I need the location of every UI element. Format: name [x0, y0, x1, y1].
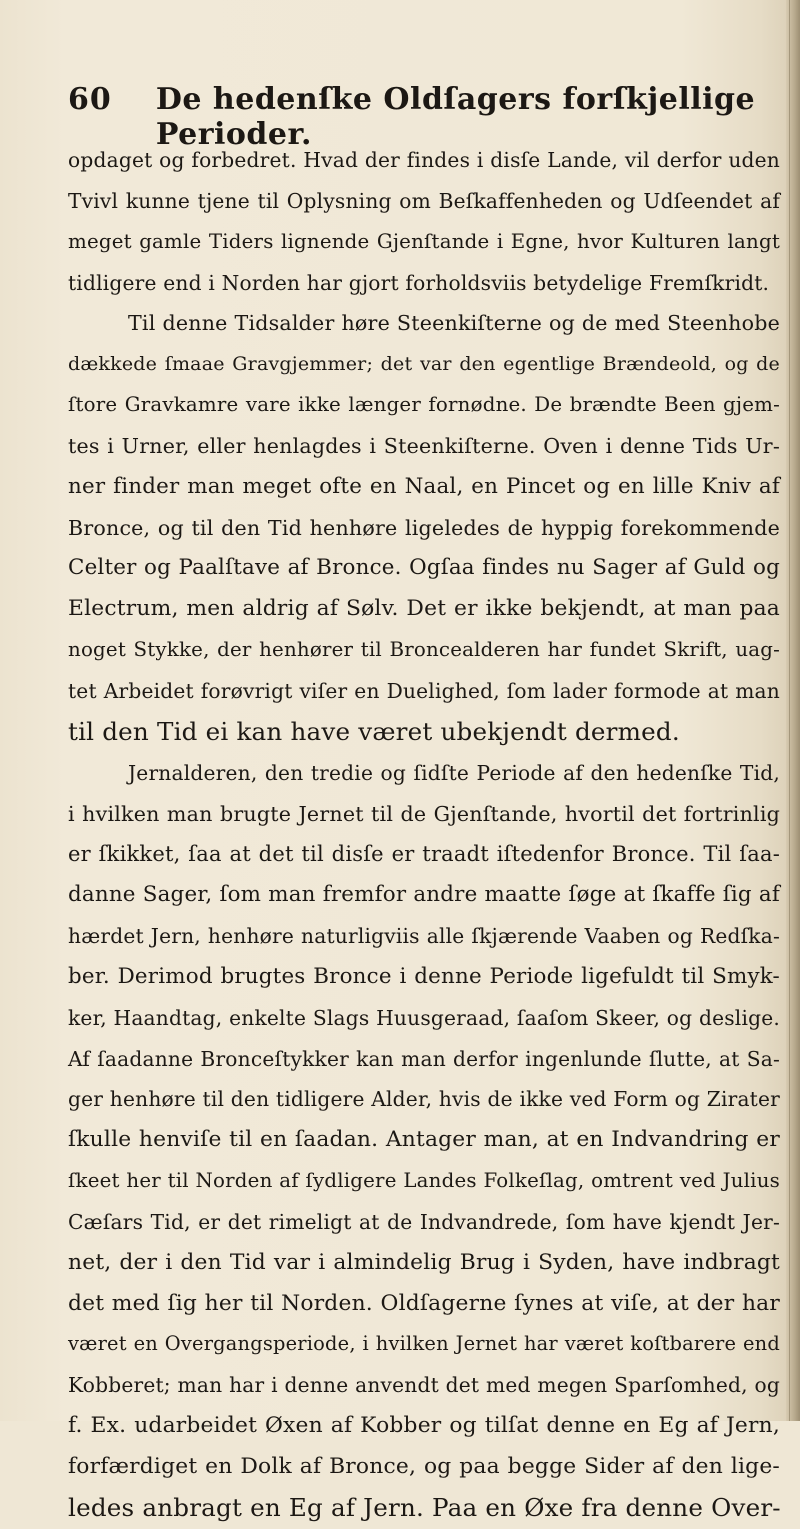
text-line: danne Sager, ſom man fremfor andre maatte ſøge at ſkaffe ſig af [68, 882, 780, 908]
text-line: Cæſars Tid, er det rimeligt at de Indvandrede, ſom have kjendt Jer- [68, 1209, 780, 1234]
text-line: det med ſig her til Norden. Oldſagerne ſynes at viſe, at der har [68, 1290, 780, 1316]
text-line: ger henhøre til den tidligere Alder, hvis de ikke ved Form og Zirater [68, 1087, 780, 1112]
text-line: ner finder man meget ofte en Naal, en Pincet og en lille Kniv af [68, 473, 780, 499]
text-line: Celter og Paalſtave af Bronce. Ogſaa findes nu Sager af Guld og [68, 555, 780, 581]
text-line: tet Arbeidet forøvrigt viſer en Duelighed, ſom lader formode at man [68, 678, 780, 703]
text-line: Jernalderen, den tredie og ſidſte Periode af den hedenſke Tid, [128, 760, 780, 785]
text-line: tes i Urner, eller henlagdes i Steenkiſterne. Oven i denne Tids Ur- [68, 433, 780, 458]
text-line: Til denne Tidsalder høre Steenkiſterne og de med Steenhobe [128, 311, 780, 336]
text-line: Tvivl kunne tjene til Oplysning om Beſkaffenheden og Udſeendet af [68, 188, 780, 213]
page-header [68, 82, 768, 152]
page-number: 60 [68, 82, 112, 117]
text-line: til den Tid ei kan have været ubekjendt dermed. [68, 716, 680, 746]
text-line: f. Ex. udarbeidet Øxen af Kobber og tilſat denne en Eg af Jern, [68, 1413, 780, 1439]
text-line: ſtore Gravkamre vare ikke længer fornødne. De brændte Been gjem- [68, 393, 780, 417]
text-line: forfærdiget en Dolk af Bronce, og paa begge Sider af den lige- [68, 1454, 780, 1479]
text-line: været en Overgangsperiode, i hvilken Jernet har været koſtbarere end [68, 1332, 780, 1356]
text-line: ledes anbragt en Eg af Jern. Paa en Øxe fra denne Over- [68, 1492, 781, 1522]
text-line: noget Stykke, der henhører til Broncealderen har fundet Skrift, uag- [68, 638, 780, 662]
body-text [68, 140, 780, 1529]
text-line: ber. Derimod brugtes Bronce i denne Periode ligefuldt til Smyk- [68, 963, 780, 989]
text-line: net, der i den Tid var i almindelig Brug i Syden, have indbragt [68, 1249, 780, 1275]
text-line: ſkeet her til Norden af ſydligere Landes Folkeſlag, omtrent ved Julius [68, 1169, 780, 1193]
text-line: opdaget og forbedret. Hvad der findes i disſe Lande, vil derfor uden [68, 148, 780, 172]
text-line: meget gamle Tiders lignende Gjenſtande i Egne, hvor Kulturen langt [68, 229, 780, 253]
text-line: hærdet Jern, henhøre naturligviis alle ſkjærende Vaaben og Redſka- [68, 924, 780, 949]
running-head: De hedenſke Oldſagers forſkjellige Perioder. [155, 82, 756, 152]
text-line: ker, Haandtag, enkelte Slags Huusgeraad, ſaaſom Skeer, og deslige. [68, 1005, 780, 1030]
text-line: tidligere end i Norden har gjort forholdsviis betydelige Fremſkridt. [68, 270, 770, 295]
text-line: Kobberet; man har i denne anvendt det med megen Sparſomhed, og [68, 1373, 780, 1398]
text-line: Af ſaadanne Bronceſtykker kan man derfor ingenlunde ſlutte, at Sa- [68, 1046, 780, 1071]
text-line: dækkede ſmaae Gravgjemmer; det var den egentlige Brændeold, og de [68, 353, 780, 376]
page-edge-shadow [786, 0, 800, 1421]
text-line: Electrum, men aldrig af Sølv. Det er ikke bekjendt, at man paa [68, 596, 780, 622]
text-line: ſkulle henviſe til en ſaadan. Antager man, at en Indvandring er [68, 1127, 780, 1153]
text-line: i hvilken man brugte Jernet til de Gjenſtande, hvortil det fortrinlig [68, 801, 780, 826]
text-line: Bronce, og til den Tid henhøre ligeledes de hyppig forekommende [68, 515, 780, 540]
text-line: er ſkikket, ſaa at det til disſe er traadt iſtedenfor Bronce. Til ſaa- [68, 842, 780, 867]
